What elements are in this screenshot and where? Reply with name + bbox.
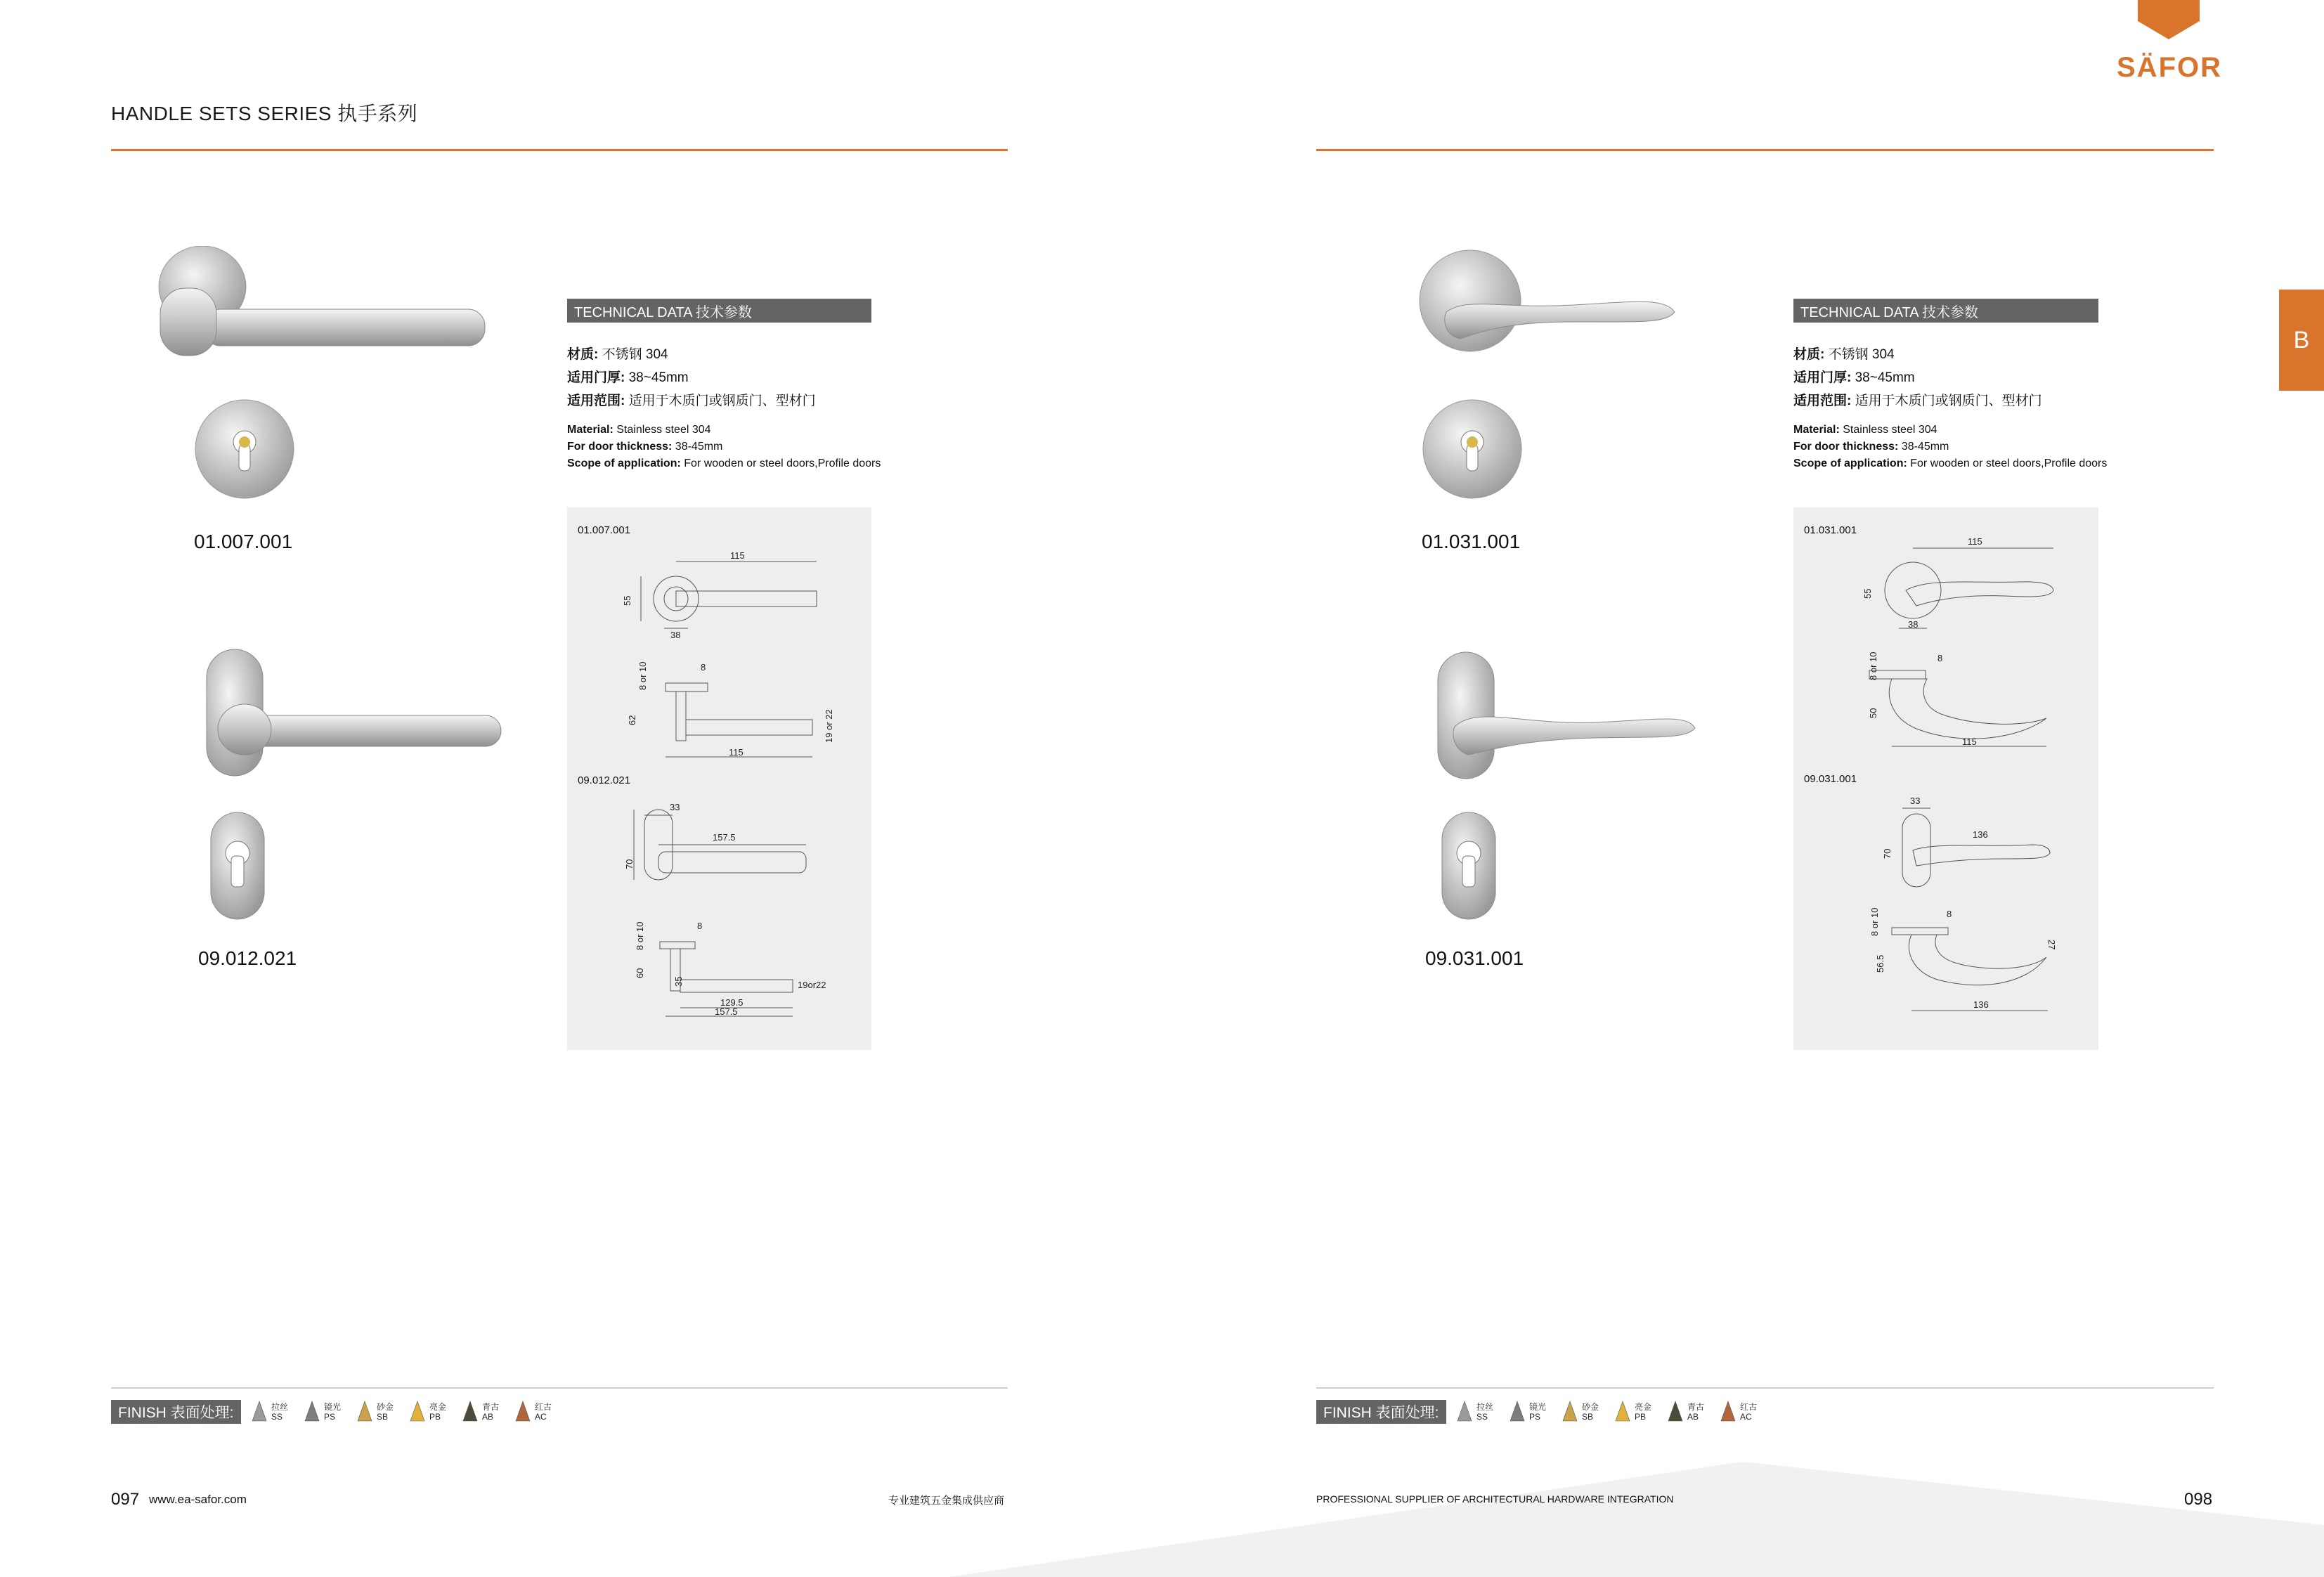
technical-drawing bbox=[1793, 507, 2098, 1050]
finish-cone-icon bbox=[462, 1400, 478, 1424]
product-code: 01.007.001 bbox=[194, 531, 293, 552]
finish-cone-icon bbox=[1510, 1400, 1525, 1424]
dim-label: 115 bbox=[1968, 536, 1982, 547]
product-image-rose-03 bbox=[1421, 398, 1524, 500]
dim-label: 136 bbox=[1973, 999, 1989, 1010]
spec-row: 适用范围: 适用于木质门或钢质门、型材门 bbox=[567, 394, 816, 408]
finish-code: AC bbox=[1740, 1412, 1752, 1422]
spec-row: For door thickness: 38-45mm bbox=[567, 441, 723, 453]
finish-code: SB bbox=[377, 1412, 389, 1422]
dim-label: 55 bbox=[622, 595, 632, 606]
dim-label: 8 or 10 bbox=[635, 921, 645, 950]
finish-label: FINISH 表面处理: bbox=[1316, 1400, 1446, 1424]
dim-label: 70 bbox=[1882, 848, 1893, 859]
slogan-cn: 专业建筑五金集成供应商 bbox=[888, 1495, 1005, 1507]
dim-label: 8 bbox=[1947, 909, 1952, 919]
spec-list-en bbox=[1793, 422, 2107, 472]
spec-row: For door thickness: 38-45mm bbox=[1793, 441, 1949, 453]
finish-name-cn: 青古 bbox=[482, 1402, 500, 1412]
product-image-handle-04 bbox=[1434, 649, 1701, 783]
dim-label: 33 bbox=[1910, 796, 1921, 806]
dim-label: 8 bbox=[701, 662, 706, 673]
spec-row: Scope of application: For wooden or steel doors,Profile doors bbox=[1793, 457, 2108, 469]
dim-label: 8 or 10 bbox=[1868, 651, 1878, 680]
dim-label: 50 bbox=[1868, 708, 1878, 718]
website-link[interactable]: www.ea-safor.com bbox=[149, 1493, 247, 1506]
product-image-rose-01 bbox=[193, 398, 296, 500]
dim-label: 38 bbox=[670, 630, 681, 640]
finish-cone-icon bbox=[410, 1400, 425, 1424]
finish-code: SS bbox=[271, 1412, 283, 1422]
technical-drawing-panel bbox=[567, 507, 871, 1050]
brand-logo: SÄFOR bbox=[2117, 52, 2222, 83]
drawing-code: 09.031.001 bbox=[1804, 773, 1857, 785]
finish-swatch bbox=[1562, 1400, 1599, 1424]
finish-code: PS bbox=[324, 1412, 336, 1422]
dim-label: 62 bbox=[627, 715, 637, 725]
dim-label: 27 bbox=[2046, 940, 2057, 950]
section-tab[interactable]: B bbox=[2279, 290, 2324, 391]
finish-cone-icon bbox=[1562, 1400, 1578, 1424]
finish-rule-right bbox=[1316, 1387, 2214, 1389]
finish-cone-icon bbox=[515, 1400, 531, 1424]
finish-cone-icon bbox=[1668, 1400, 1683, 1424]
finish-swatch bbox=[410, 1400, 446, 1424]
page-number: 097 bbox=[111, 1490, 140, 1509]
spec-row: 适用门厚: 38~45mm bbox=[1793, 370, 1915, 385]
finish-swatch bbox=[1510, 1400, 1546, 1424]
finish-code: PB bbox=[429, 1412, 441, 1422]
finish-swatch bbox=[252, 1400, 288, 1424]
finish-swatch bbox=[1668, 1400, 1704, 1424]
finish-swatch bbox=[462, 1400, 499, 1424]
finish-swatch bbox=[304, 1400, 341, 1424]
dim-label: 8 or 10 bbox=[1869, 907, 1880, 936]
dim-label: 8 bbox=[1937, 653, 1943, 663]
drawing-code: 01.007.001 bbox=[578, 524, 631, 536]
finish-swatch bbox=[357, 1400, 394, 1424]
dim-label: 70 bbox=[624, 859, 635, 869]
finish-name-cn: 镜光 bbox=[1529, 1402, 1547, 1412]
spec-row: 材质: 不锈钢 304 bbox=[567, 347, 668, 362]
spec-row: 材质: 不锈钢 304 bbox=[1793, 347, 1895, 362]
finish-cone-icon bbox=[1615, 1400, 1630, 1424]
dim-label: 60 bbox=[635, 968, 645, 978]
dim-label: 157.5 bbox=[715, 1006, 738, 1017]
drawing-code: 09.012.021 bbox=[578, 774, 631, 786]
dim-label: 115 bbox=[730, 550, 745, 561]
finish-name-cn: 砂金 bbox=[1582, 1402, 1599, 1412]
product-image-plate-04 bbox=[1439, 810, 1498, 922]
page-number: 098 bbox=[2184, 1490, 2213, 1509]
dim-label: 8 bbox=[697, 921, 703, 931]
dim-label: 38 bbox=[1908, 619, 1919, 630]
dim-label: 56.5 bbox=[1875, 954, 1885, 973]
technical-drawing-panel bbox=[1793, 507, 2098, 1050]
spec-list-cn bbox=[567, 343, 816, 413]
technical-data-heading: TECHNICAL DATA 技术参数 bbox=[567, 299, 871, 323]
dim-label: 129.5 bbox=[720, 997, 744, 1008]
dim-label: 19or22 bbox=[798, 980, 826, 990]
spec-row: Material: Stainless steel 304 bbox=[1793, 424, 1937, 436]
header-rule-right bbox=[1316, 149, 2214, 151]
finish-code: PB bbox=[1635, 1412, 1647, 1422]
technical-data-heading: TECHNICAL DATA 技术参数 bbox=[1793, 299, 2098, 323]
dim-label: 33 bbox=[670, 802, 680, 812]
spec-row: Material: Stainless steel 304 bbox=[567, 424, 711, 436]
dim-label: 8 or 10 bbox=[637, 661, 648, 690]
product-image-plate-02 bbox=[208, 810, 267, 922]
product-code: 09.031.001 bbox=[1425, 947, 1524, 969]
spec-row: 适用门厚: 38~45mm bbox=[567, 370, 689, 385]
finish-rule-left bbox=[111, 1387, 1008, 1389]
finish-name-cn: 拉丝 bbox=[1476, 1402, 1494, 1412]
drawing-code: 01.031.001 bbox=[1804, 524, 1857, 536]
dim-label: 136 bbox=[1973, 829, 1988, 840]
finish-name-cn: 亮金 bbox=[429, 1402, 447, 1412]
finish-label: FINISH 表面处理: bbox=[111, 1400, 241, 1424]
finish-code: PS bbox=[1529, 1412, 1541, 1422]
finish-name-cn: 拉丝 bbox=[271, 1402, 289, 1412]
finish-code: SS bbox=[1476, 1412, 1488, 1422]
dim-label: 55 bbox=[1862, 588, 1873, 599]
finish-name-cn: 砂金 bbox=[377, 1402, 394, 1412]
dim-label: 157.5 bbox=[713, 832, 736, 843]
finish-code: AB bbox=[1687, 1412, 1699, 1422]
product-code: 01.031.001 bbox=[1422, 531, 1521, 552]
spec-list-cn bbox=[1793, 343, 2042, 413]
dim-label: 115 bbox=[729, 747, 744, 758]
header-rule-left bbox=[111, 149, 1008, 151]
finish-name-cn: 红古 bbox=[535, 1402, 552, 1412]
finish-name-cn: 亮金 bbox=[1635, 1402, 1652, 1412]
product-image-handle-01 bbox=[155, 246, 492, 365]
dim-label: 19 or 22 bbox=[824, 709, 834, 743]
product-image-handle-03 bbox=[1418, 247, 1678, 360]
dim-label: 35 bbox=[673, 976, 684, 987]
finish-swatch bbox=[1457, 1400, 1493, 1424]
finish-cone-icon bbox=[252, 1400, 267, 1424]
finish-cone-icon bbox=[1457, 1400, 1472, 1424]
finish-name-cn: 红古 bbox=[1740, 1402, 1758, 1412]
finish-cone-icon bbox=[1720, 1400, 1736, 1424]
finish-name-cn: 青古 bbox=[1687, 1402, 1705, 1412]
footer-decoration bbox=[0, 1448, 2324, 1577]
finish-swatch bbox=[515, 1400, 552, 1424]
spec-list-en bbox=[567, 422, 881, 472]
finish-code: AC bbox=[535, 1412, 547, 1422]
product-image-handle-02 bbox=[202, 647, 505, 780]
product-code: 09.012.021 bbox=[198, 947, 297, 969]
dim-label: 115 bbox=[1962, 736, 1977, 747]
finish-swatch bbox=[1615, 1400, 1651, 1424]
technical-drawing bbox=[567, 507, 871, 1050]
finish-code: AB bbox=[482, 1412, 494, 1422]
finish-code: SB bbox=[1582, 1412, 1594, 1422]
finish-name-cn: 镜光 bbox=[324, 1402, 342, 1412]
spec-row: Scope of application: For wooden or steel doors,Profile doors bbox=[567, 457, 881, 469]
spec-row: 适用范围: 适用于木质门或钢质门、型材门 bbox=[1793, 394, 2042, 408]
finish-cone-icon bbox=[304, 1400, 320, 1424]
page-title: HANDLE SETS SERIES 执手系列 bbox=[111, 103, 418, 124]
logo-shield-icon bbox=[2138, 0, 2200, 41]
finish-cone-icon bbox=[357, 1400, 372, 1424]
finish-swatch bbox=[1720, 1400, 1757, 1424]
slogan-en: PROFESSIONAL SUPPLIER OF ARCHITECTURAL HARDWARE INTEGRATION bbox=[1316, 1493, 1674, 1505]
